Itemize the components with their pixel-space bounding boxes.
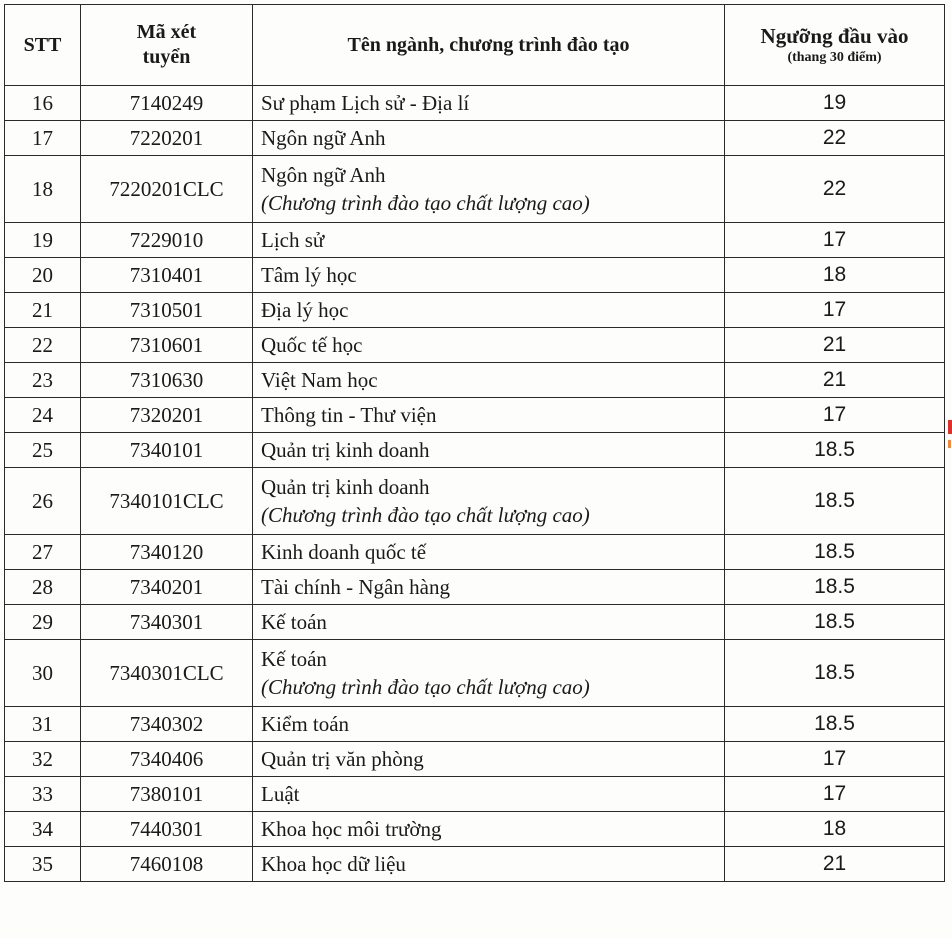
row-admission-code: 7140249: [81, 86, 253, 121]
table-row: [5, 570, 945, 605]
program-title: Địa lý học: [261, 298, 349, 322]
row-stt: 16: [5, 86, 81, 121]
admissions-threshold-table: [4, 4, 945, 882]
program-note: (Chương trình đào tạo chất lượng cao): [261, 191, 590, 215]
table-row: [5, 223, 945, 258]
row-entry-threshold: 21: [725, 847, 945, 882]
row-stt: 19: [5, 223, 81, 258]
program-title: Khoa học môi trường: [261, 817, 442, 841]
row-entry-threshold: 17: [725, 777, 945, 812]
table-row: [5, 398, 945, 433]
program-title: Quản trị kinh doanh: [261, 438, 430, 462]
program-title: Quản trị kinh doanh: [261, 475, 430, 499]
table-row: [5, 328, 945, 363]
program-note: (Chương trình đào tạo chất lượng cao): [261, 503, 590, 527]
program-title: Lịch sử: [261, 228, 325, 252]
row-stt: 25: [5, 433, 81, 468]
program-title: Kinh doanh quốc tế: [261, 540, 427, 564]
program-title: Sư phạm Lịch sử - Địa lí: [261, 91, 470, 115]
row-program-name: [253, 258, 725, 293]
row-program-name: [253, 812, 725, 847]
row-stt: 34: [5, 812, 81, 847]
row-entry-threshold: 18.5: [725, 707, 945, 742]
header-code-line2: tuyển: [142, 46, 191, 68]
program-title: Quốc tế học: [261, 333, 363, 357]
row-program-name: [253, 742, 725, 777]
row-entry-threshold: 18.5: [725, 605, 945, 640]
row-program-name: [253, 847, 725, 882]
header-entry-threshold: [725, 5, 945, 86]
program-title: Quản trị văn phòng: [261, 747, 424, 771]
row-entry-threshold: 18.5: [725, 640, 945, 707]
program-title: Tài chính - Ngân hàng: [261, 575, 450, 599]
table-row: [5, 156, 945, 223]
row-entry-threshold: 21: [725, 363, 945, 398]
row-program-name: [253, 121, 725, 156]
row-admission-code: 7340201: [81, 570, 253, 605]
row-stt: 21: [5, 293, 81, 328]
row-stt: 26: [5, 468, 81, 535]
row-stt: 18: [5, 156, 81, 223]
row-admission-code: 7310401: [81, 258, 253, 293]
header-threshold-scale: (thang 30 điểm): [787, 50, 882, 65]
row-stt: 17: [5, 121, 81, 156]
scan-edge-mark: [948, 420, 952, 434]
header-stt: STT: [5, 5, 81, 86]
row-entry-threshold: 22: [725, 156, 945, 223]
table-row: [5, 121, 945, 156]
row-stt: 27: [5, 535, 81, 570]
row-admission-code: 7340302: [81, 707, 253, 742]
row-program-name: [253, 468, 725, 535]
table-row: [5, 707, 945, 742]
program-title: Kế toán: [261, 647, 327, 671]
table-row: [5, 812, 945, 847]
row-entry-threshold: 19: [725, 86, 945, 121]
table-row: [5, 433, 945, 468]
row-stt: 31: [5, 707, 81, 742]
row-admission-code: 7310630: [81, 363, 253, 398]
row-stt: 32: [5, 742, 81, 777]
table-row: [5, 86, 945, 121]
row-admission-code: 7340301CLC: [81, 640, 253, 707]
row-entry-threshold: 17: [725, 293, 945, 328]
header-program-name: Tên ngành, chương trình đào tạo: [253, 5, 725, 86]
row-program-name: [253, 605, 725, 640]
table-row: [5, 777, 945, 812]
row-program-name: [253, 156, 725, 223]
row-admission-code: 7320201: [81, 398, 253, 433]
table-row: [5, 468, 945, 535]
row-entry-threshold: 17: [725, 223, 945, 258]
row-admission-code: 7380101: [81, 777, 253, 812]
row-program-name: [253, 777, 725, 812]
row-entry-threshold: 22: [725, 121, 945, 156]
program-title: Luật: [261, 782, 300, 806]
program-title: Thông tin - Thư viện: [261, 403, 437, 427]
row-program-name: [253, 328, 725, 363]
row-program-name: [253, 707, 725, 742]
row-program-name: [253, 640, 725, 707]
row-program-name: [253, 86, 725, 121]
table-row: [5, 742, 945, 777]
row-entry-threshold: 21: [725, 328, 945, 363]
row-stt: 35: [5, 847, 81, 882]
row-entry-threshold: 18.5: [725, 468, 945, 535]
table-row: [5, 363, 945, 398]
row-stt: 20: [5, 258, 81, 293]
table-header-row: [5, 5, 945, 86]
row-admission-code: 7340120: [81, 535, 253, 570]
row-admission-code: 7220201: [81, 121, 253, 156]
header-code-line1: Mã xét: [136, 21, 197, 43]
row-stt: 28: [5, 570, 81, 605]
program-title: Tâm lý học: [261, 263, 357, 287]
program-title: Ngôn ngữ Anh: [261, 163, 386, 187]
row-program-name: [253, 433, 725, 468]
table-row: [5, 293, 945, 328]
row-admission-code: 7340101: [81, 433, 253, 468]
table-row: [5, 605, 945, 640]
row-stt: 30: [5, 640, 81, 707]
row-admission-code: 7440301: [81, 812, 253, 847]
row-admission-code: 7220201CLC: [81, 156, 253, 223]
program-title: Kế toán: [261, 610, 327, 634]
row-admission-code: 7340406: [81, 742, 253, 777]
row-stt: 22: [5, 328, 81, 363]
row-program-name: [253, 223, 725, 258]
row-admission-code: 7229010: [81, 223, 253, 258]
row-program-name: [253, 363, 725, 398]
row-stt: 23: [5, 363, 81, 398]
table-body: [5, 86, 945, 882]
row-entry-threshold: 18.5: [725, 570, 945, 605]
row-entry-threshold: 18: [725, 812, 945, 847]
program-title: Kiểm toán: [261, 712, 350, 736]
row-admission-code: 7340101CLC: [81, 468, 253, 535]
row-admission-code: 7340301: [81, 605, 253, 640]
row-admission-code: 7460108: [81, 847, 253, 882]
row-entry-threshold: 18.5: [725, 433, 945, 468]
row-stt: 24: [5, 398, 81, 433]
row-program-name: [253, 398, 725, 433]
program-title: Việt Nam học: [261, 368, 378, 392]
row-admission-code: 7310501: [81, 293, 253, 328]
table-row: [5, 640, 945, 707]
table-row: [5, 535, 945, 570]
row-program-name: [253, 293, 725, 328]
row-admission-code: 7310601: [81, 328, 253, 363]
table-row: [5, 847, 945, 882]
program-title: Ngôn ngữ Anh: [261, 126, 386, 150]
row-stt: 29: [5, 605, 81, 640]
row-entry-threshold: 18.5: [725, 535, 945, 570]
row-entry-threshold: 17: [725, 398, 945, 433]
table-row: [5, 258, 945, 293]
row-entry-threshold: 18: [725, 258, 945, 293]
row-entry-threshold: 17: [725, 742, 945, 777]
header-admission-code: [81, 5, 253, 86]
program-note: (Chương trình đào tạo chất lượng cao): [261, 675, 590, 699]
program-title: Khoa học dữ liệu: [261, 852, 406, 876]
row-stt: 33: [5, 777, 81, 812]
row-program-name: [253, 535, 725, 570]
scan-edge-mark-secondary: [948, 440, 951, 448]
row-program-name: [253, 570, 725, 605]
header-threshold-main: Ngưỡng đầu vào: [760, 24, 909, 48]
